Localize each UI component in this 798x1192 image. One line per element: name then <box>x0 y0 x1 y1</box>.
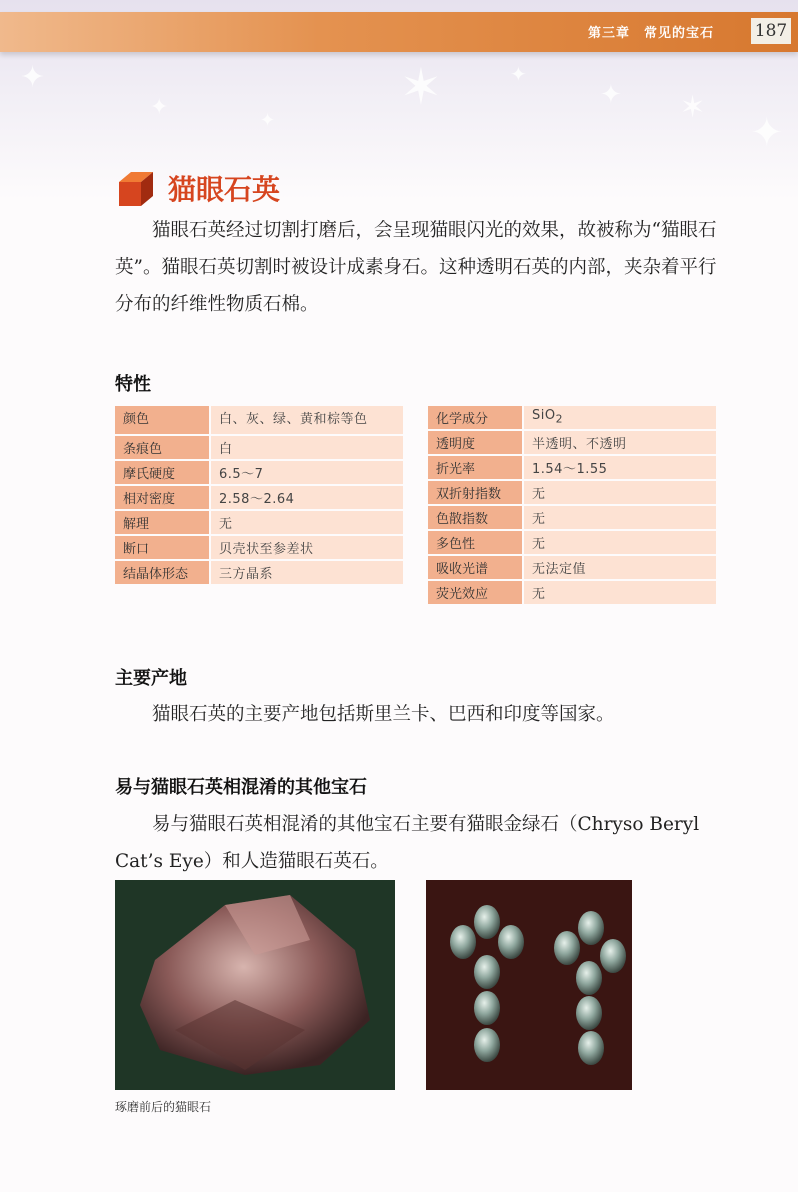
property-label: 断口 <box>115 536 209 559</box>
table-row <box>115 406 403 434</box>
table-row <box>428 481 716 504</box>
table-row <box>428 556 716 579</box>
photo-caption: 琢磨前后的猫眼石 <box>115 1100 212 1114</box>
property-value: 无 <box>524 506 716 529</box>
origin-paragraph <box>115 696 725 733</box>
property-value: 6.5～7 <box>211 461 403 484</box>
sparkle-icon: ✦ <box>600 80 622 110</box>
property-label: 荧光效应 <box>428 581 522 604</box>
property-value: 无 <box>524 581 716 604</box>
property-value: 无 <box>524 531 716 554</box>
formula-text: SiO <box>532 408 556 423</box>
table-row <box>115 536 403 559</box>
property-value: 2.58～2.64 <box>211 486 403 509</box>
origin-heading: 主要产地 <box>115 668 187 689</box>
property-label: 双折射指数 <box>428 481 522 504</box>
property-label: 多色性 <box>428 531 522 554</box>
confusion-heading: 易与猫眼石英相混淆的其他宝石 <box>115 777 367 798</box>
property-label: 化学成分 <box>428 406 522 429</box>
table-row <box>428 531 716 554</box>
formula-subscript: 2 <box>555 412 563 426</box>
chapter-title: 第三章 常见的宝石 <box>587 26 714 41</box>
property-label: 相对密度 <box>115 486 209 509</box>
property-value: 无 <box>211 511 403 534</box>
property-value: 白 <box>211 436 403 459</box>
section-title: 猫眼石英 <box>168 173 281 206</box>
sparkle-icon: ✶ <box>400 58 442 116</box>
table-row <box>115 436 403 459</box>
chapter-header <box>0 12 798 52</box>
properties-table-left <box>115 406 403 586</box>
property-value: 无 <box>524 481 716 504</box>
table-row <box>428 406 716 429</box>
property-label: 结晶体形态 <box>115 561 209 584</box>
property-label: 折光率 <box>428 456 522 479</box>
property-label: 摩氏硬度 <box>115 461 209 484</box>
property-value: 贝壳状至参差状 <box>211 536 403 559</box>
table-row <box>115 511 403 534</box>
sparkle-icon: ✦ <box>750 110 784 156</box>
table-row <box>428 581 716 604</box>
table-row <box>115 561 403 584</box>
table-row <box>428 456 716 479</box>
property-value: 白、灰、绿、黄和棕等色 <box>211 406 403 434</box>
sparkle-icon: ✶ <box>680 90 706 125</box>
property-value: 半透明、不透明 <box>524 431 716 454</box>
property-label: 解理 <box>115 511 209 534</box>
rough-stone-photo <box>115 880 395 1090</box>
properties-heading: 特性 <box>115 374 151 395</box>
intro-text: 猫眼石英经过切割打磨后，会呈现猫眼闪光的效果，故被称为“猫眼石英”。猫眼石英切割时被设计成素身石。这种透明石英的内部，夹杂着平行分布的纤维性物质石棉。 <box>115 220 717 315</box>
table-row <box>115 461 403 484</box>
section-cube-icon <box>115 168 157 208</box>
sparkle-icon: ✦ <box>20 60 46 95</box>
table-row <box>115 486 403 509</box>
intro-paragraph <box>115 212 725 323</box>
confusion-paragraph <box>115 806 725 880</box>
origin-text: 猫眼石英的主要产地包括斯里兰卡、巴西和印度等国家。 <box>152 704 615 725</box>
property-label: 条痕色 <box>115 436 209 459</box>
property-value: 1.54～1.55 <box>524 456 716 479</box>
property-label: 透明度 <box>428 431 522 454</box>
property-value <box>524 406 716 429</box>
property-value: 无法定值 <box>524 556 716 579</box>
sparkle-icon: ✦ <box>510 62 527 86</box>
sparkle-icon: ✦ <box>150 95 169 120</box>
properties-table-right <box>428 406 716 606</box>
table-row <box>428 431 716 454</box>
property-value: 三方晶系 <box>211 561 403 584</box>
sparkle-icon: ✦ <box>260 110 276 131</box>
confusion-text: 易与猫眼石英相混淆的其他宝石主要有猫眼金绿石（Chryso Beryl Cat’s Eye）和人造猫眼石英石。 <box>115 814 700 872</box>
property-label: 吸收光谱 <box>428 556 522 579</box>
property-label: 色散指数 <box>428 506 522 529</box>
cut-gems-photo <box>426 880 632 1090</box>
page-number: 187 <box>751 18 791 44</box>
table-row <box>428 506 716 529</box>
property-label: 颜色 <box>115 406 209 434</box>
